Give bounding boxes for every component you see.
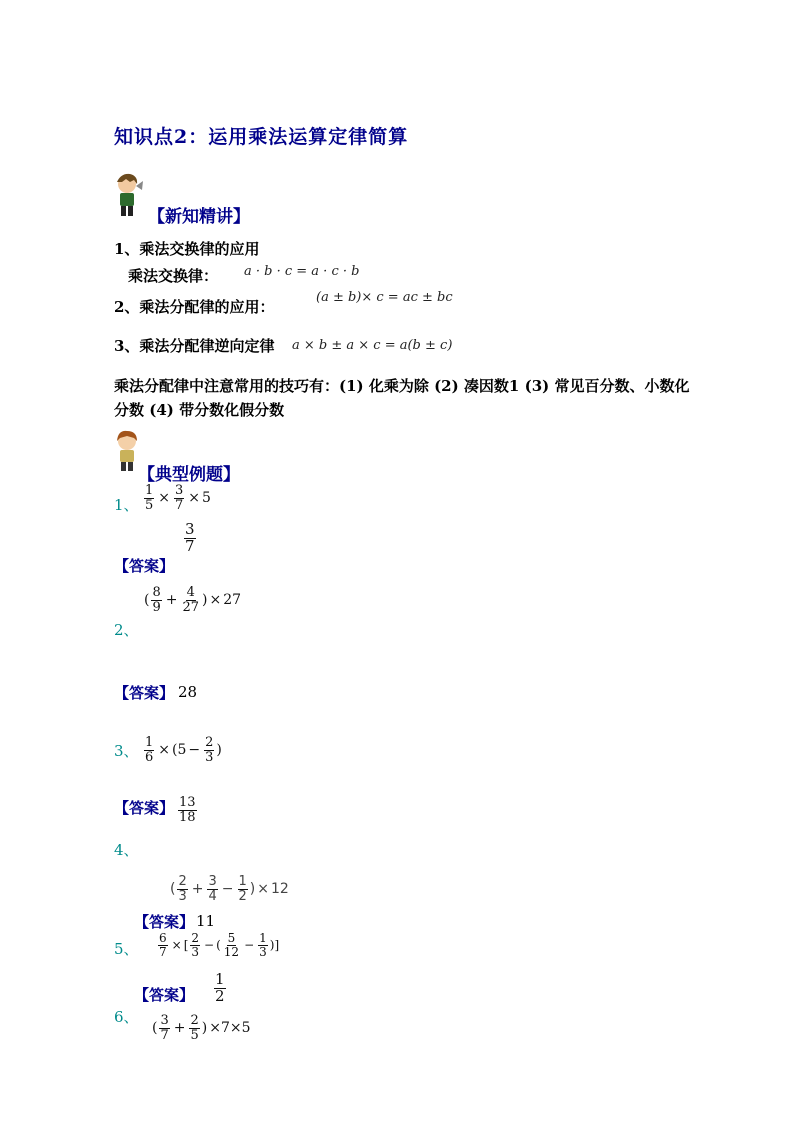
example-6-expression: ( $\frac{3}{7}$ + $\frac{2}{5}$ ) ×7×5 [152,1013,251,1043]
answer-label: 【答案】 [134,913,195,931]
example-number: 2、 [114,621,139,639]
distributive-formula: (a ± b)× c = ac ± bc [316,290,453,305]
answer-label: 【答案】 [114,557,175,575]
item-1-subheading: 乘法交换律： [128,267,219,285]
commutative-formula: a · b · c = a · c · b [244,264,360,279]
page-title: 知识点2：运用乘法运算定律简算 [114,126,409,148]
answer-label: 【答案】 [134,986,195,1004]
boy-mascot-icon [112,172,146,218]
item-2-heading: 2、乘法分配律的应用： [114,298,275,316]
answer-label: 【答案】 [114,684,175,702]
answer-label: 【答案】 [114,799,175,817]
example-5-answer-value: $\frac{1}{2}$ [215,970,225,1005]
example-number: 1、 [114,496,139,514]
tip-paragraph: 乘法分配律中注意常用的技巧有：(1) 化乘为除 (2) 凑因数1 (3) 常见百分数、小数化分数 (4) 带分数化假分数 [114,377,690,419]
example-1-answer-value: $\frac{3}{7}$ [185,520,195,555]
example-2-expression: ( $\frac{8}{9}$ + $\frac{4}{27}$ ) × 27 [144,585,242,615]
example-number: 5、 [114,940,139,958]
section-badge-examples: 【典型例题】 [138,465,240,485]
example-5-expression: $\frac{6}{7}$ × [ $\frac{2}{3}$ − ( $\frac{5}{12}$ − $\frac{1}{3}$ )] [159,931,280,959]
example-3-expression: $\frac{1}{6}$ × ( 5 − $\frac{2}{3}$ ) [145,735,222,765]
section-badge-new-knowledge: 【新知精讲】 [148,207,250,227]
item-1-heading: 1、乘法交换律的应用 [114,240,260,258]
example-number: 6、 [114,1008,139,1026]
example-2-answer-value: 28 [178,683,198,701]
example-4-expression: ( $\frac{2}{3}$ + $\frac{3}{4}$ − $\frac{1}{2}$ ) × 12 [170,874,289,904]
example-number: 3、 [114,742,139,760]
example-1-expression: $\frac{1}{5}$ × $\frac{3}{7}$ × 5 [145,483,211,513]
reverse-distributive-formula: a × b ± a × c = a(b ± c) [292,338,453,353]
example-4-answer-value: 11 [196,912,216,930]
item-3-heading: 3、乘法分配律逆向定律 [114,337,275,355]
example-number: 4、 [114,841,139,859]
example-3-answer-value: $\frac{13}{18}$ [179,795,196,825]
